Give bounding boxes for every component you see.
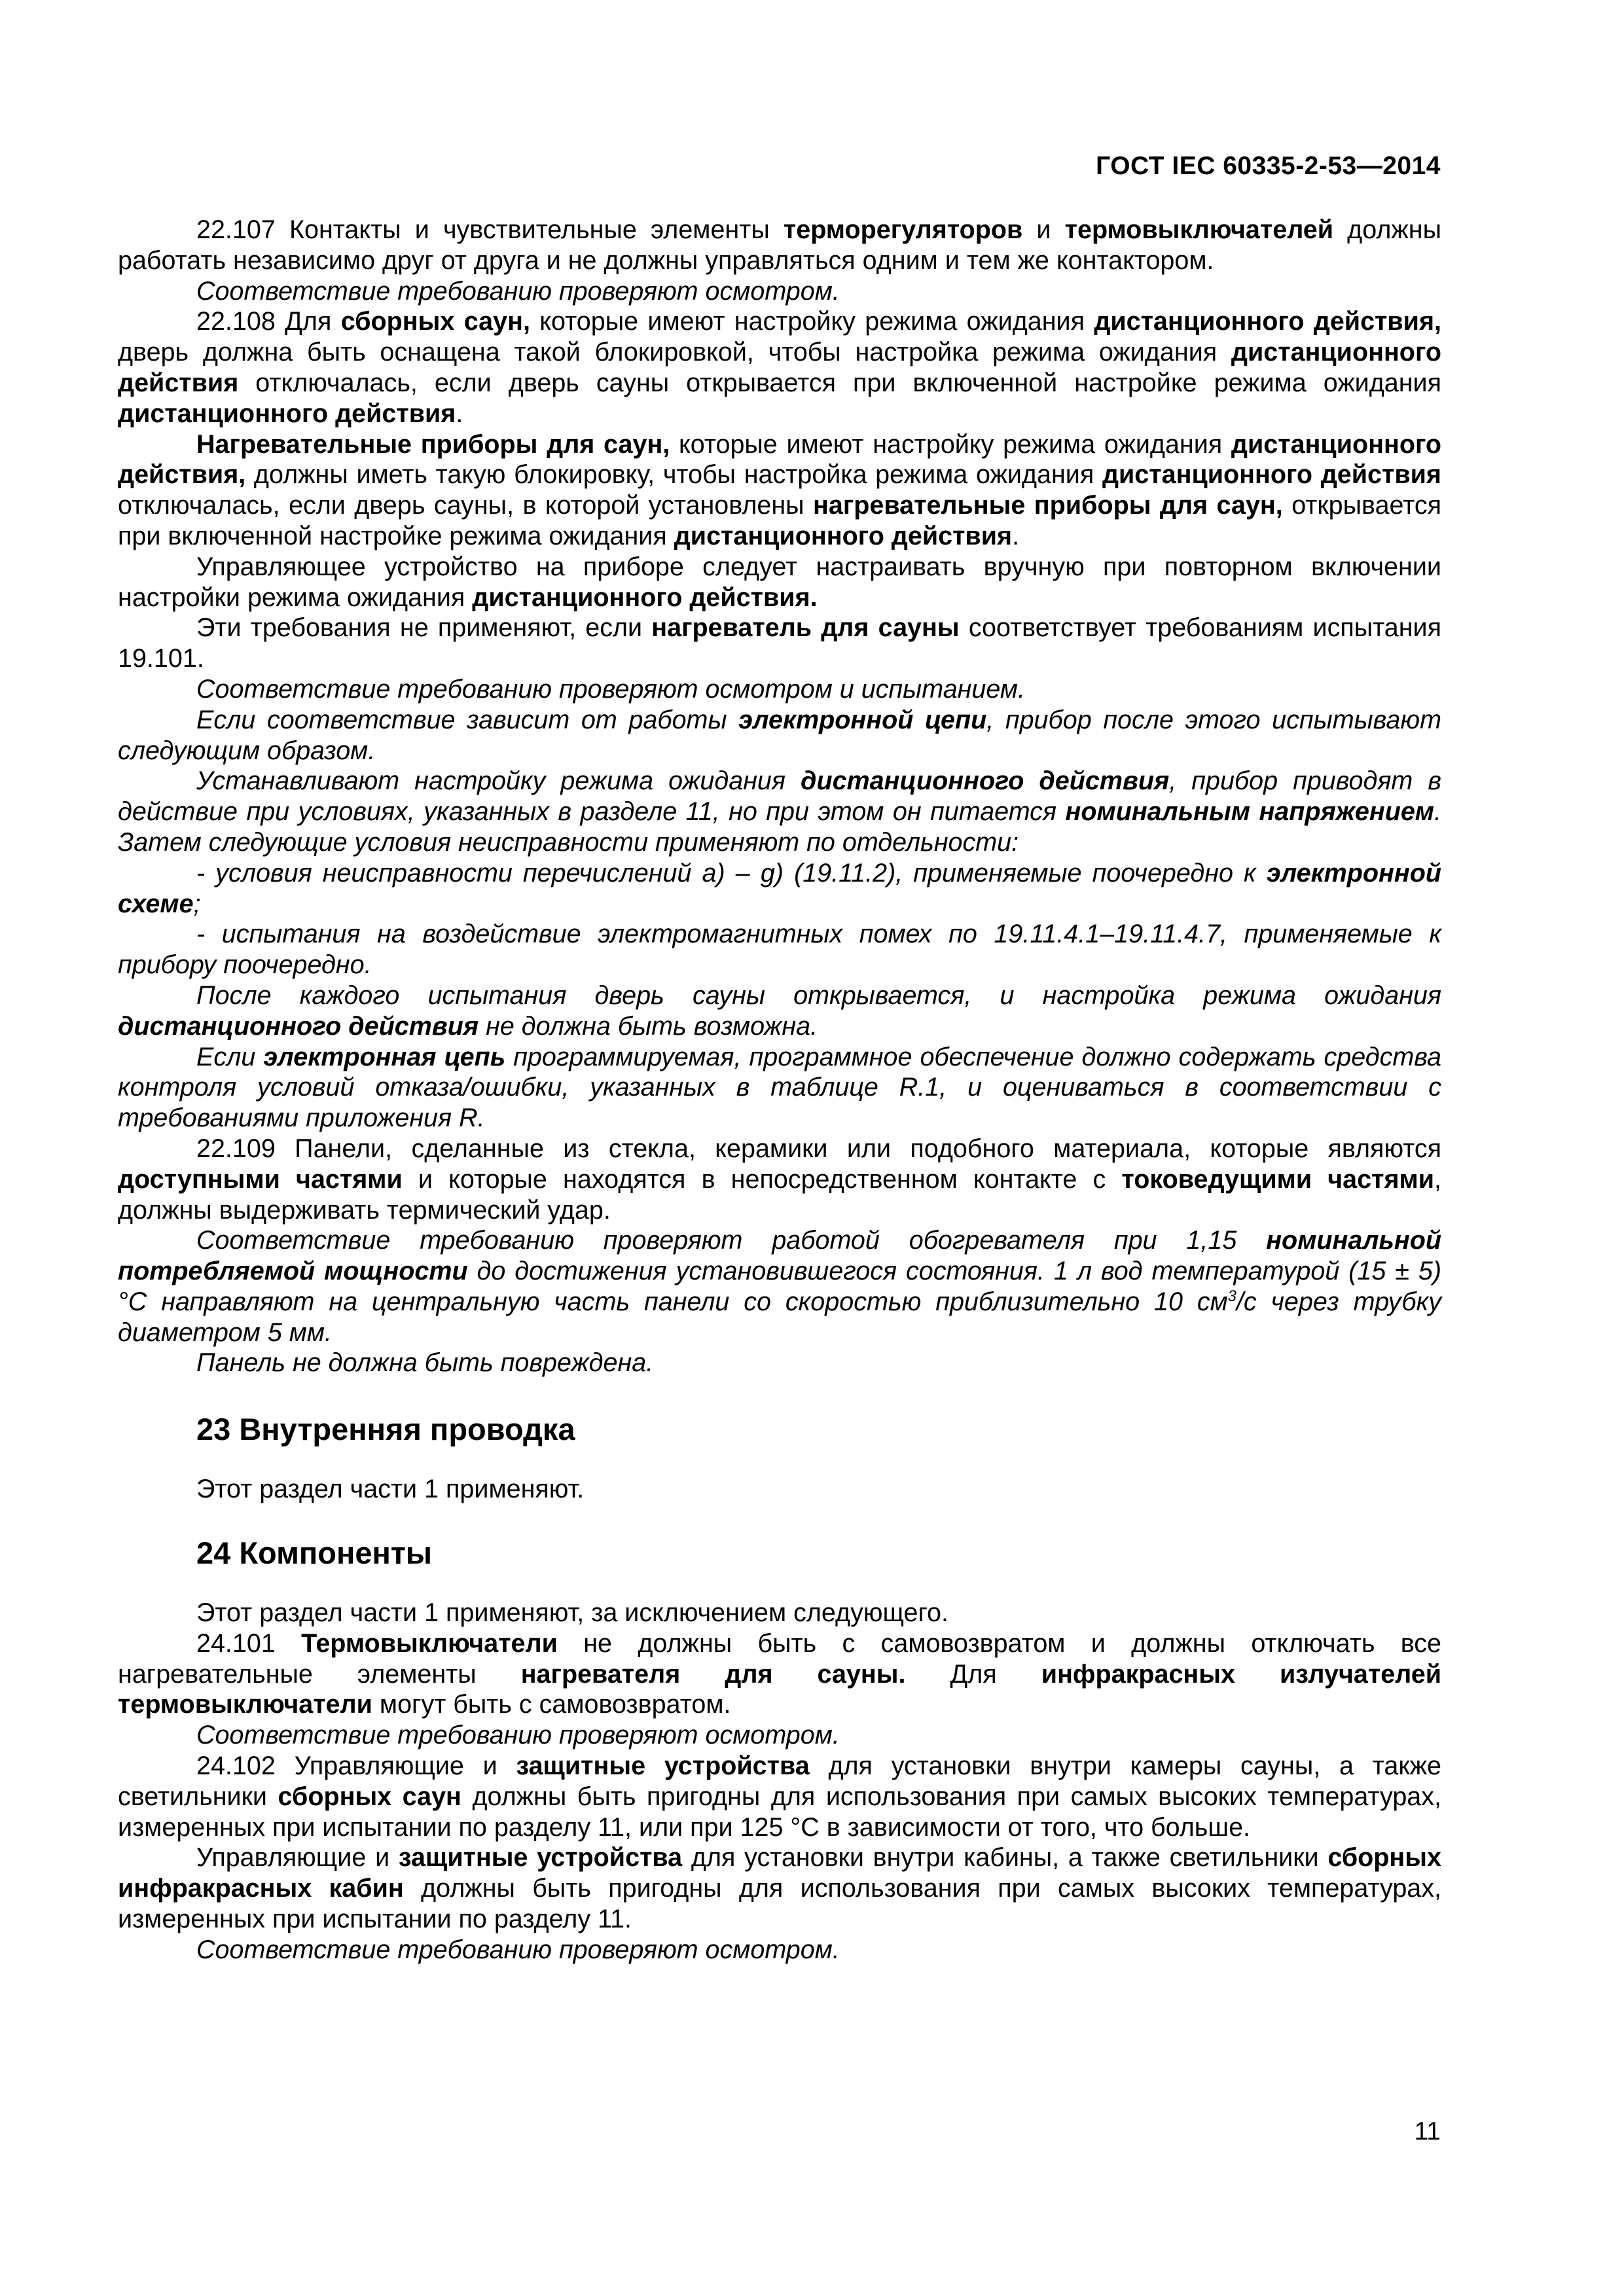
text-run: для установки внутри кабины, а также светильники bbox=[682, 1843, 1328, 1873]
text-run: /с через трубку диаметром 5 мм. bbox=[118, 1287, 1442, 1347]
text-run: должны работать независимо друг от друга и не должны управляться одним и тем же контактором. bbox=[118, 215, 1441, 275]
text-run: которые имеют настройку режима ожидания bbox=[530, 307, 1094, 336]
text-run: соответствует требованиям испытания 19.101. bbox=[118, 613, 1441, 673]
defined-term: термовыключателей bbox=[1064, 215, 1334, 244]
text-run: Соответствие требованию проверяют осмотром. bbox=[196, 276, 840, 306]
defined-term: защитные устройства bbox=[516, 1751, 810, 1781]
defined-term: дистанционного действия bbox=[118, 338, 1441, 397]
text-run: ; bbox=[193, 889, 201, 918]
defined-term: дистанционного действия, bbox=[1094, 307, 1441, 336]
defined-term: дистанционного действия bbox=[801, 766, 1170, 796]
text-run: не должны быть с самовозвратом и должны отключать все нагревательные элементы bbox=[118, 1628, 1441, 1689]
body-paragraph bbox=[118, 552, 1441, 613]
compliance-paragraph bbox=[118, 1720, 1441, 1751]
text-run: могут быть с самовозвратом. bbox=[372, 1690, 731, 1719]
body-paragraph bbox=[118, 1474, 1441, 1505]
defined-term: номинальной потребляемой мощности bbox=[118, 1226, 1441, 1286]
defined-term: номинальным напряжением bbox=[1065, 797, 1435, 827]
spacer bbox=[118, 1448, 1441, 1474]
text-run: Если bbox=[196, 1042, 264, 1071]
body-paragraph bbox=[118, 613, 1441, 674]
text-run: до достижения установившегося состояния. 1 л вод температурой (15 ± 5) °С направляют на центральную часть панели со скоростью приблизительно 10 см bbox=[118, 1257, 1441, 1316]
compliance-paragraph bbox=[118, 766, 1441, 857]
text-run: и bbox=[1022, 215, 1065, 244]
text-run: Управляющее устройство на приборе следует настраивать вручную при повторном включении настройки режима ожидания bbox=[118, 552, 1441, 612]
text-run: , прибор после этого испытывают следующим образом. bbox=[118, 705, 1441, 765]
defined-term: сборных саун, bbox=[340, 307, 530, 336]
text-run: 24.102 Управляющие и bbox=[196, 1751, 516, 1781]
text-run: 22.109 Панели, сделанные из стекла, керамики или подобного материала, которые являются bbox=[196, 1134, 1441, 1163]
text-run: открывается при включенной настройке режима ожидания bbox=[118, 491, 1441, 550]
defined-term: Нагревательные приборы для саун, bbox=[196, 429, 670, 459]
text-run: Если соответствие зависит от работы bbox=[196, 705, 739, 734]
text-run: 22.108 Для bbox=[196, 307, 341, 336]
compliance-paragraph bbox=[118, 705, 1441, 766]
defined-term: сборных инфракрасных кабин bbox=[118, 1843, 1441, 1903]
document-body bbox=[118, 215, 1441, 1965]
text-run: должны иметь такую блокировку, чтобы настройка режима ожидания bbox=[245, 460, 1102, 490]
body-paragraph bbox=[118, 429, 1441, 552]
text-run: Панель не должна быть повреждена. bbox=[196, 1348, 654, 1378]
text-run: программируемая, программное обеспечение должно содержать средства контроля условий отказа/ошибки, указанных в таблице R.1, и оцениваться в соответствии с требованиями приложения R. bbox=[118, 1042, 1441, 1133]
page-number: 11 bbox=[1414, 2117, 1441, 2145]
text-run: , прибор приводят в действие при условиях, указанных в разделе 11, но при этом он питается bbox=[118, 766, 1441, 827]
defined-term: дистанционного действия bbox=[1102, 460, 1441, 490]
body-paragraph bbox=[118, 215, 1441, 276]
compliance-paragraph bbox=[118, 1225, 1441, 1348]
text-run: - испытания на воздействие электромагнитных помех по 19.11.4.1–19.11.4.7, применяемые к прибору поочередно. bbox=[118, 920, 1441, 980]
defined-term: нагревателя для сауны. bbox=[520, 1659, 906, 1689]
compliance-paragraph bbox=[118, 1042, 1441, 1134]
compliance-paragraph bbox=[118, 674, 1441, 705]
text-run: 22.107 Контакты и чувствительные элементы bbox=[196, 215, 784, 244]
text-run: должны быть пригодны для использования при самых высоких температурах, измеренных при испытании по разделу 11. bbox=[118, 1874, 1441, 1934]
text-run: и которые находятся в непосредственном контакте с bbox=[402, 1164, 1122, 1194]
defined-term: электронной схеме bbox=[118, 858, 1441, 918]
spacer bbox=[118, 1505, 1441, 1535]
text-run: - условия неисправности перечислений a) – g) (19.11.2), применяемые поочередно к bbox=[196, 858, 1267, 888]
text-run: дверь должна быть оснащена такой блокировкой, чтобы настройка режима ожидания bbox=[118, 338, 1231, 367]
defined-term: дистанционного действия, bbox=[118, 429, 1442, 490]
defined-term: Термовыключатели bbox=[301, 1628, 558, 1658]
superscript: 3 bbox=[1227, 1287, 1236, 1305]
text-run: не должна быть возможна. bbox=[478, 1011, 818, 1041]
body-paragraph bbox=[118, 1598, 1441, 1628]
body-paragraph bbox=[118, 1751, 1441, 1842]
body-paragraph bbox=[118, 1842, 1441, 1934]
compliance-paragraph bbox=[118, 1935, 1441, 1965]
defined-term: дистанционного действия bbox=[118, 1011, 479, 1041]
defined-term: дистанционного действия. bbox=[472, 583, 818, 612]
defined-term: терморегуляторов bbox=[783, 215, 1023, 244]
spacer bbox=[118, 1571, 1441, 1598]
text-run: Этот раздел части 1 применяют. bbox=[196, 1475, 585, 1504]
section-24-title: 24 Компоненты bbox=[196, 1535, 433, 1571]
clause-22-continued bbox=[118, 215, 1441, 1378]
defined-term: нагревательные приборы для саун, bbox=[813, 491, 1283, 520]
text-run: должны быть пригодны для использования при самых высоких температурах, измеренных при испытании по разделу 11, или при 125 °С в зависимости от того, что больше. bbox=[118, 1782, 1441, 1842]
text-run: 24.101 bbox=[196, 1628, 302, 1658]
text-run: Для bbox=[905, 1659, 1041, 1689]
text-run: отключалась, если дверь сауны, в которой установлены bbox=[118, 491, 813, 520]
body-paragraph bbox=[118, 1134, 1441, 1225]
text-run: . Затем следующие условия неисправности применяют по отдельности: bbox=[118, 797, 1441, 857]
body-paragraph bbox=[118, 1628, 1441, 1720]
defined-term: инфракрасных излучателей термовыключатели bbox=[118, 1659, 1441, 1719]
spacer bbox=[118, 1378, 1441, 1411]
text-run: Соответствие требованию проверяют осмотром и испытанием. bbox=[196, 674, 1025, 704]
compliance-paragraph bbox=[118, 919, 1441, 980]
text-run: отключалась, если дверь сауны открывается при включенной настройке режима ожидания bbox=[238, 368, 1441, 397]
compliance-paragraph bbox=[118, 980, 1441, 1042]
section-24-body bbox=[118, 1598, 1441, 1965]
text-run: Управляющие и bbox=[196, 1843, 399, 1873]
defined-term: дистанционного действия bbox=[118, 399, 456, 428]
text-run: Эти требования не применяют, если bbox=[196, 613, 652, 643]
text-run: Устанавливают настройку режима ожидания bbox=[196, 766, 801, 796]
defined-term: защитные устройства bbox=[398, 1843, 683, 1873]
section-23-body bbox=[118, 1474, 1441, 1505]
section-23-title: 23 Внутренняя проводка bbox=[196, 1412, 575, 1447]
defined-term: доступными частями bbox=[118, 1164, 403, 1194]
text-run: Соответствие требованию проверяют осмотром. bbox=[196, 1935, 840, 1964]
defined-term: токоведущими частями bbox=[1121, 1164, 1434, 1194]
text-run: Соответствие требованию проверяют работой обогревателя при 1,15 bbox=[196, 1226, 1267, 1255]
text-run: Соответствие требованию проверяют осмотром. bbox=[196, 1721, 840, 1750]
compliance-paragraph bbox=[118, 1348, 1441, 1378]
text-run: . bbox=[456, 399, 463, 428]
defined-term: нагреватель для сауны bbox=[651, 613, 960, 643]
text-run: для установки внутри камеры сауны, а также светильники bbox=[118, 1751, 1441, 1811]
text-run: которые имеют настройку режима ожидания bbox=[670, 429, 1231, 459]
body-paragraph bbox=[118, 306, 1441, 429]
defined-term: электронной цепи bbox=[738, 705, 987, 734]
defined-term: дистанционного действия bbox=[674, 521, 1013, 550]
text-run: После каждого испытания дверь сауны открывается, и настройка режима ожидания bbox=[196, 980, 1441, 1010]
defined-term: сборных саун bbox=[278, 1782, 461, 1811]
compliance-paragraph bbox=[118, 276, 1441, 307]
text-run: Этот раздел части 1 применяют, за исключением следующего. bbox=[196, 1598, 948, 1628]
text-run: , должны выдерживать термический удар. bbox=[118, 1164, 1441, 1225]
defined-term: электронная цепь bbox=[263, 1042, 506, 1071]
text-run: . bbox=[1012, 521, 1020, 550]
document-code-header: ГОСТ IEC 60335-2-53—2014 bbox=[1096, 152, 1441, 180]
compliance-paragraph bbox=[118, 858, 1441, 920]
